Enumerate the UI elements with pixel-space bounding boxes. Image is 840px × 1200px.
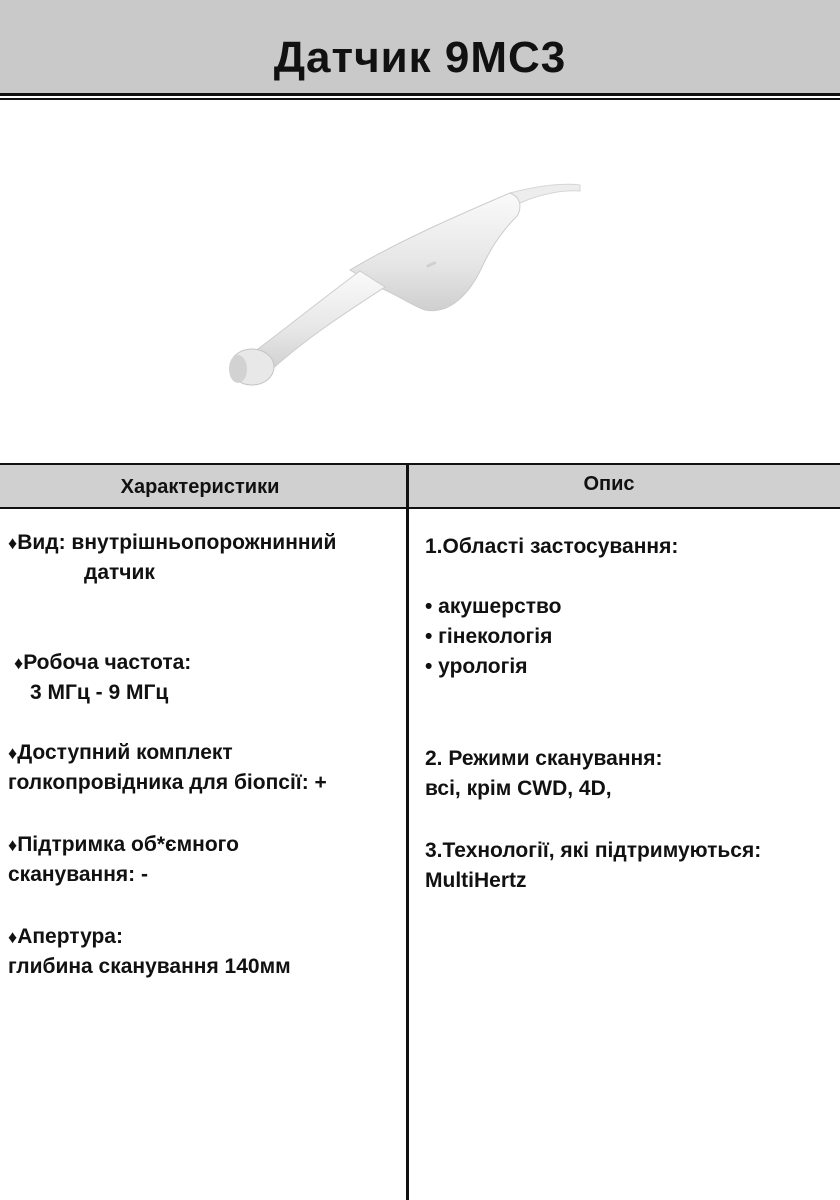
- areas-title: 1.Області застосування:: [425, 535, 679, 558]
- area-item: • акушерство: [425, 595, 562, 618]
- technologies-title: 3.Технології, які підтримуються:: [425, 839, 762, 862]
- volume-line-1: ♦Підтримка об*ємного: [8, 833, 239, 856]
- frequency-line-2: 3 МГц - 9 МГц: [30, 681, 169, 704]
- modes-title: 2. Режими сканування:: [425, 747, 663, 770]
- page-header: [0, 0, 840, 96]
- diamond-bullet-icon: ♦: [8, 533, 18, 553]
- ultrasound-probe-image: [220, 175, 590, 395]
- type-line-2: датчик: [84, 561, 155, 584]
- volume-line-2: сканування: -: [8, 863, 148, 886]
- type-line-1: ♦Вид: внутрішньопорожнинний: [8, 531, 337, 554]
- biopsy-line-2: голкопровідника для біопсії: +: [8, 771, 327, 794]
- description-header: Опис: [583, 473, 635, 495]
- diamond-bullet-icon: ♦: [8, 835, 18, 855]
- diamond-bullet-icon: ♦: [14, 653, 24, 673]
- column-divider: [406, 463, 409, 1200]
- frequency-line-1: ♦Робоча частота:: [14, 651, 192, 674]
- technologies-value: MultiHertz: [425, 869, 527, 892]
- header-divider: [0, 98, 840, 100]
- area-item: • урологія: [425, 655, 528, 678]
- characteristics-header: Характеристики: [120, 476, 280, 498]
- diamond-bullet-icon: ♦: [8, 743, 18, 763]
- page-title: Датчик 9MC3: [273, 33, 567, 82]
- diamond-bullet-icon: ♦: [8, 927, 18, 947]
- aperture-line-2: глибина сканування 140мм: [8, 955, 291, 978]
- biopsy-line-1: ♦Доступний комплект: [8, 741, 233, 764]
- area-item: • гінекологія: [425, 625, 553, 648]
- aperture-line-1: ♦Апертура:: [8, 925, 123, 948]
- modes-value: всі, крім CWD, 4D,: [425, 777, 612, 800]
